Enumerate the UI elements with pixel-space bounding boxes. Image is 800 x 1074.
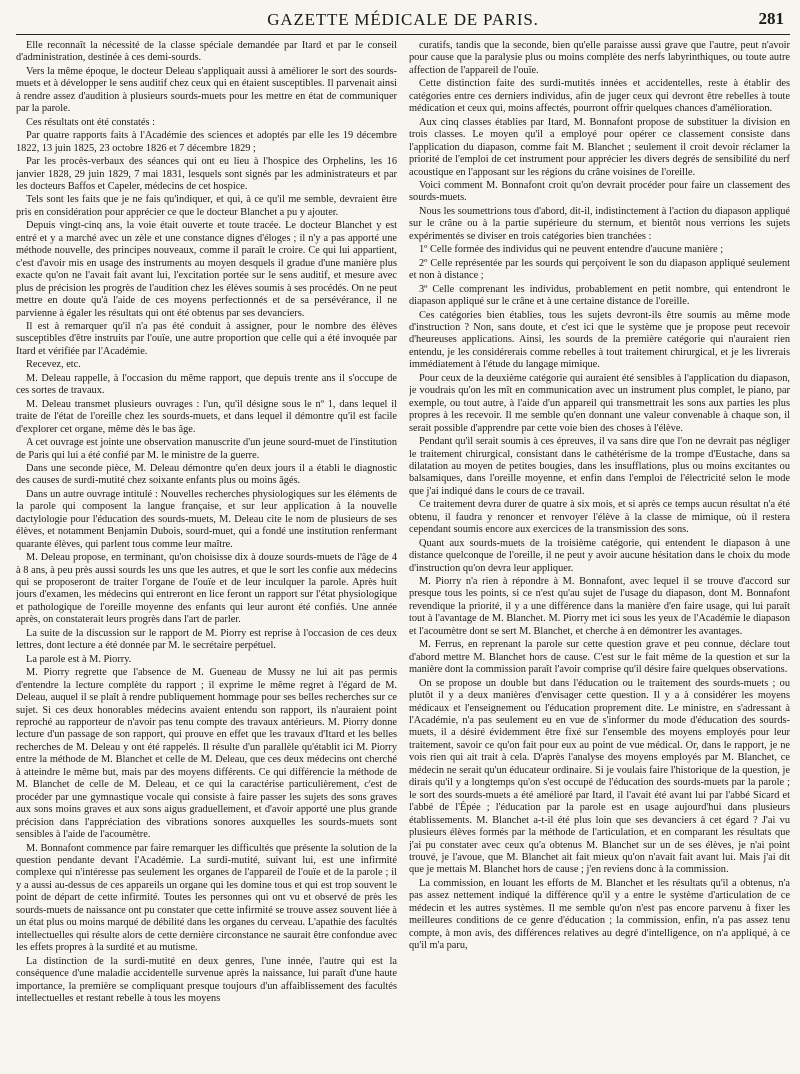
- paragraph: Par les procès-verbaux des séances qui ont eu lieu à l'hospice des Orphelins, les 16 janvier 1828, 29 juin 1829, 7 mai 1831, lesquels sont signés par les administrateurs et par les docteurs Baffos et Capeler, médecins de cet hospice.: [16, 156, 397, 192]
- left-column: [16, 40, 397, 1070]
- paragraph: Pendant qu'il serait soumis à ces épreuves, il va sans dire que l'on ne devrait pas négliger le traitement chirurgical, consistant dans le cathétérisme de la trompe d'Eustache, dans sa dilatation au moyen de petites bougies, dans les insufflations, plus ou moins excitantes ou balsamiques, dans l'oreille moyenne, et enfin dans l'emploi de l'électricité selon le mode que j'ai indiqué dans le cours de ce travail.: [409, 436, 790, 497]
- paragraph: Quant aux sourds-muets de la troisième catégorie, qui entendent le diapason à une distance quelconque de l'oreille, il ne peut y avoir aucune hésitation dans le choix du mode d'instruction qu'on devra leur appliquer.: [409, 537, 790, 574]
- paragraph: M. Piorry regrette que l'absence de M. Gueneau de Mussy ne lui ait pas permis d'entendre la lecture complète du rapport ; il exprime le même regret à l'égard de M. Deleau, auquel il se plaît à rendre publiquement hommage pour ses belles recherches sur ce sujet. Si ces deux honorables médecins avaient entendu son rapport, ils n'auraient point reproché au rapporteur de n'avoir pas tenu compte des travaux antérieurs. M. Piorry donne lecture d'un passage de son rapport, qui prouve en effet que les travaux d'Itard et les belles recherches de M. Deleau y ont été rappelés. Il résulte d'un parallèle qu'établit ici M. Piorry entre la méthode de M. Blanchet et celle de M. Deleau, que ces deux médecins ont cherché à atteindre le même but, mais par des moyens différents. Ce qui différencie la méthode de M. Blanchet de celle de M. Deleau, et ce qui la caractérise particulièrement, c'est de procéder par une gymnastique vocale qui consiste à faire passer les sujets des sons graves aux sons moins graves et aux sons aigus graduellement, et d'avoir apporté une plus grande précision dans l'appréciation des vibrations sonores auxquelles les sourds-muets sont sensibles à l'aide de l'acoumètre.: [16, 667, 397, 841]
- right-column: [409, 40, 790, 1070]
- paragraph: Pour ceux de la deuxième catégorie qui auraient été sensibles à l'application du diapason, je voudrais qu'on les mît en communication avec un instrument plus complet, le piano, par exemple, ou tout autre, à l'aide d'un appareil qui transmettrait les sons aux parties les plus propres à les recevoir. Il me semble qu'en donnant une valeur convenable à chaque son, il serait possible d'apprendre par cette voie bien des choses à l'élève.: [409, 372, 790, 434]
- paragraph: La commission, en louant les efforts de M. Blanchet et les résultats qu'il a obtenus, n'a pas assez nettement indiqué la différence qu'il y a entre le système d'articulation de ce médecin et les autres systèmes. Il me semble qu'on n'est pas encore parvenu à fixer les meilleures conditions de ce genre d'éducation ; la commission, enfin, n'a pas assez tenu compte, à mon avis, des différences relatives au degré d'intelligence, on n'a appliqué, à ce qu'il m'a paru,: [409, 877, 790, 952]
- paragraph: A cet ouvrage est jointe une observation manuscrite d'un jeune sourd-muet de l'institution de Paris qui lui a été confié par M. le ministre de la guerre.: [16, 437, 397, 461]
- paragraph: M. Ferrus, en reprenant la parole sur cette question grave et peu connue, déclare tout d'abord mettre M. Blanchet hors de cause. C'est sur le fait même de la question et sur la manière dont la commission paraît l'avoir comprise qu'il désire faire quelques observations.: [409, 639, 790, 676]
- paragraph: Ces catégories bien établies, tous les sujets devront-ils être soumis au même mode d'instruction ? Non, sans doute, et c'est ici que le système que je propose peut recevoir d'heureuses applications. Ainsi, les sourds de la première catégorie qui n'auraient rien entendu, je les considérerais comme rebelles à tout traitement chirurgical, et je les livrerais immédiatement à l'étude du langage mimique.: [409, 309, 790, 371]
- paragraph: M. Deleau propose, en terminant, qu'on choisisse dix à douze sourds-muets de l'âge de 4 à 8 ans, à peu près aussi sourds les uns que les autres, et que le sort les confie aux médecins qui se proposeront de traiter l'organe de l'ouïe et de leur inculquer la parole. Après huit jours d'examen, les médecins qui entreront en lice feront un rapport sur l'état physiologique et pathologique de l'oreille moyenne des enfants qui leur auront été confiés. Une année après, on constaterait leurs progrès dans l'art de parler.: [16, 552, 397, 626]
- paragraph: M. Deleau rappelle, à l'occasion du même rapport, que depuis trente ans il s'occupe de ces sortes de travaux.: [16, 372, 397, 397]
- page-number: 281: [758, 9, 784, 28]
- paragraph: La parole est à M. Piorry.: [26, 653, 132, 665]
- paragraph: La distinction de la surdi-mutité en deux genres, l'une innée, l'autre qui est la conséquence d'une maladie accidentelle survenue après la naissance, lui paraît d'une haute importance, la première se compliquant presque toujours d'un affaiblissement des facultés intellectuelles et restant rebelle à tous les moyens: [16, 955, 397, 1004]
- paragraph: 3º Celle comprenant les individus, probablement en petit nombre, qui entendront le diapason appliqué sur le crâne et à une certaine distance de l'oreille.: [409, 283, 790, 308]
- paragraph: M. Piorry n'a rien à répondre à M. Bonnafont, avec lequel il se trouve d'accord sur presque tous les points, si ce n'est qu'au sujet de l'usage du diapason, dont M. Bonnafont revendique la priorité, il y a une différence dans la manière d'en faire usage, qui lui paraît tout à l'avantage de M. Blanchet. M. Piorry met ici sous les yeux de l'Académie le diapason et l'acoumètre dont se sert M. Blanchet, et cherche à en démontrer les avantages.: [409, 576, 790, 637]
- paragraph: M. Deleau transmet plusieurs ouvrages : l'un, qu'il désigne sous le nº 1, dans lequel il traite de l'état de l'oreille chez les sourds-muets, et dans lequel il démontre qu'il est facile d'explorer cet organe, même dès le bas âge.: [16, 398, 397, 435]
- paragraph: On se propose un double but dans l'éducation ou le traitement des sourds-muets ; ou plutôt il y a deux manières d'envisager cette question. Il y a à considérer les moyens médicaux et l'enseignement ou l'éducation proprement dite. Le ministre, en s'adressant à l'Académie, n'a pas seulement eu en vue de s'informer du mode d'éducation des sourds-muets, il a désiré évidemment être fixé sur l'ensemble des moyens employés pour leur traitement, savoir ce qu'on fait pour eux au point de vue médical. Or, dans le rapport, je ne vois rien qui ait trait à cela. D'après l'analyse des moyens employés par M. Blanchet, ce médecin ne serait qu'un éducateur ordinaire. Si je voulais faire l'historique de la question, je dirais qu'il y a longtemps qu'on s'est occupé de l'éducation des sourds-muets par la parole ; le sort des sourds-muets a été amélioré par Itard, il l'avait été avant lui par l'abbé Sicard et l'abbé de l'Épée ; l'éducation par la parole est en usage aujourd'hui dans plusieurs établissements. M. Blanchet a-t-il été plus loin que ses devanciers à cet égard ? J'ai vu plusieurs élèves formés par la méthode de l'articulation, et en comparant les résultats que j'ai pu constater avec ceux qu'a obtenus M. Blanchet sur un de ses élèves, je n'ai point trouvé, je l'avoue, que M. Blanchet ait fait mieux qu'on n'avait fait avant lui. Mais j'ai dit que je mettais M. Blanchet hors de cause ; j'en reviens donc à la commission.: [409, 677, 790, 876]
- paragraph: Recevez, etc.: [26, 359, 81, 371]
- paragraph: Voici comment M. Bonnafont croit qu'on devrait procéder pour faire un classement des sourds-muets.: [409, 179, 790, 204]
- paragraph: Ce traitement devra durer de quatre à six mois, et si après ce temps aucun résultat n'a été obtenu, il faudra y renoncer et renvoyer l'élève à la classe de mimique, où il restera cependant soumis encore aux exercices de la transmission des sons.: [409, 499, 790, 536]
- paragraph: curatifs, tandis que la seconde, bien qu'elle paraisse aussi grave que l'autre, peut n'avoir pour cause que la paralysie plus ou moins complète des nerfs labyrinthiques, ou toute autre affection de l'appareil de l'ouïe.: [409, 40, 790, 76]
- paragraph: Ces résultats ont été constatés :: [26, 116, 155, 128]
- journal-title: GAZETTE MÉDICALE DE PARIS.: [267, 10, 539, 29]
- paragraph: Par quatre rapports faits à l'Académie des sciences et adoptés par elle les 19 décembre 1822, 13 juin 1825, 23 octobre 1826 et 7 décembre 1829 ;: [16, 130, 397, 154]
- paragraph: Aux cinq classes établies par Itard, M. Bonnafont propose de substituer la division en trois classes. Le moyen qu'il a employé pour opérer ce classement consiste dans l'application du diapason, comme fait M. Blanchet ; seulement il croit devoir réclamer la priorité de l'emploi de cet instrument pour apprécier les divers degrés de sensibilité du nerf acoustique en l'apposant sur les régions du crâne voisines de l'oreille.: [409, 116, 790, 178]
- paragraph: 1º Celle formée des individus qui ne peuvent entendre d'aucune manière ;: [419, 244, 724, 256]
- paragraph: Dans un autre ouvrage intitulé : Nouvelles recherches physiologiques sur les éléments de la parole qui composent la langue française, et sur leur application à la nouvelle dactylologie pour l'éducation des sourds-muets, M. Deleau cite le nom de plusieurs de ses élèves, et notamment Benjamin Dubois, sourd-muet, qui a fondé une institution renfermant quarante élèves, qui parlent tous comme leur maître.: [16, 488, 397, 550]
- paragraph: Vers la même époque, le docteur Deleau s'appliquait aussi à améliorer le sort des sourds-muets et à développer le sens auditif chez ceux qui en étaient susceptibles. Il parvenait ainsi à rendre assez d'audition à plusieurs sourds-muets pour les mettre en état de communiquer par la parole.: [16, 65, 397, 115]
- paragraph: La suite de la discussion sur le rapport de M. Piorry est reprise à l'occasion de ces deux lettres, dont lecture a été donnée par M. le secrétaire perpétuel.: [16, 627, 397, 652]
- paragraph: Il est à remarquer qu'il n'a pas été conduit à assigner, pour le nombre des élèves susceptibles d'être instruits par l'ouïe, une autre proportion que celle qui a été invoquée par Itard et vérifiée par l'Académie.: [16, 320, 397, 357]
- paragraph: M. Bonnafont commence par faire remarquer les difficultés que présente la solution de la question pendante devant l'Académie. La surdi-mutité, suivant lui, est une infirmité complexe qui n'intéresse pas seulement les organes de l'appareil de l'ouïe et de la parole ; il y a aussi au-dessus de ces appareils un organe qui les domine tous et qui est trop souvent le point de départ de cette infirmité. Toutes les personnes qui ont vu et observé de près les sourds-muets de naissance ont pu constater que cette infirmité se trouve assez souvent liée à un état plus ou moins marqué de débilité dans les organes du cerveau. L'apathie des facultés intellectuelles qui résulte alors de cette dernière circonstance ne saurait être confondue avec les effets propres à la surdité et au mutisme.: [16, 842, 397, 954]
- paragraph: Dans une seconde pièce, M. Deleau démontre qu'en deux jours il a établi le diagnostic des causes de surdi-mutité chez soixante enfants plus ou moins âgés.: [16, 462, 397, 487]
- paragraph: Depuis vingt-cinq ans, la voie était ouverte et toute tracée. Le docteur Blanchet y est entré et y a marché avec un zèle et une constance dignes d'éloges ; il n'y a pas apporté une méthode nouvelle, des principes nouveaux, comme il paraît le croire. Ce qui lui appartient, c'est d'avoir mis en usage des instruments au moyen desquels il gradue d'une manière plus exacte qu'on ne l'avait fait avant lui, l'excitation portée sur le sens auditif, et mesure avec plus de précision les progrès de l'audition chez les élèves soumis à ses procédés. On ne peut mettre en doute qu'à l'aide de ces moyens perfectionnés et de sa persévérance, il ne parvienne à égaler les résultats qui ont été obtenus par ses devanciers.: [16, 220, 397, 319]
- page-header: [16, 8, 790, 35]
- paragraph: Nous les soumettrions tous d'abord, dit-il, indistinctement à l'action du diapason appliqué sur le crâne ou à la partie supérieure du sternum, et bientôt nous verrions les sujets expérimentés se diviser en trois catégories bien tranchées :: [409, 205, 790, 242]
- paragraph: Cette distinction faite des surdi-mutités innées et accidentelles, reste à établir des catégories entre ces derniers individus, afin de juger ceux qui devront être rebelles à toute médication et ceux qui, moins affectés, pourront offrir quelques chances d'amélioration.: [409, 78, 790, 115]
- text-columns: [16, 40, 790, 1070]
- paragraph: Elle reconnaît la nécessité de la classe spéciale demandée par Itard et par le conseil d'administration, destinée à ces demi-sourds.: [16, 40, 397, 64]
- paragraph: Tels sont les faits que je ne fais qu'indiquer, et qui, à ce qu'il me semble, devraient être pris en considération pour apprécier ce que le docteur Blanchet a pu y ajouter.: [16, 194, 397, 218]
- paragraph: 2º Celle représentée par les sourds qui perçoivent le son du diapason appliqué seulement et non à distance ;: [409, 257, 790, 282]
